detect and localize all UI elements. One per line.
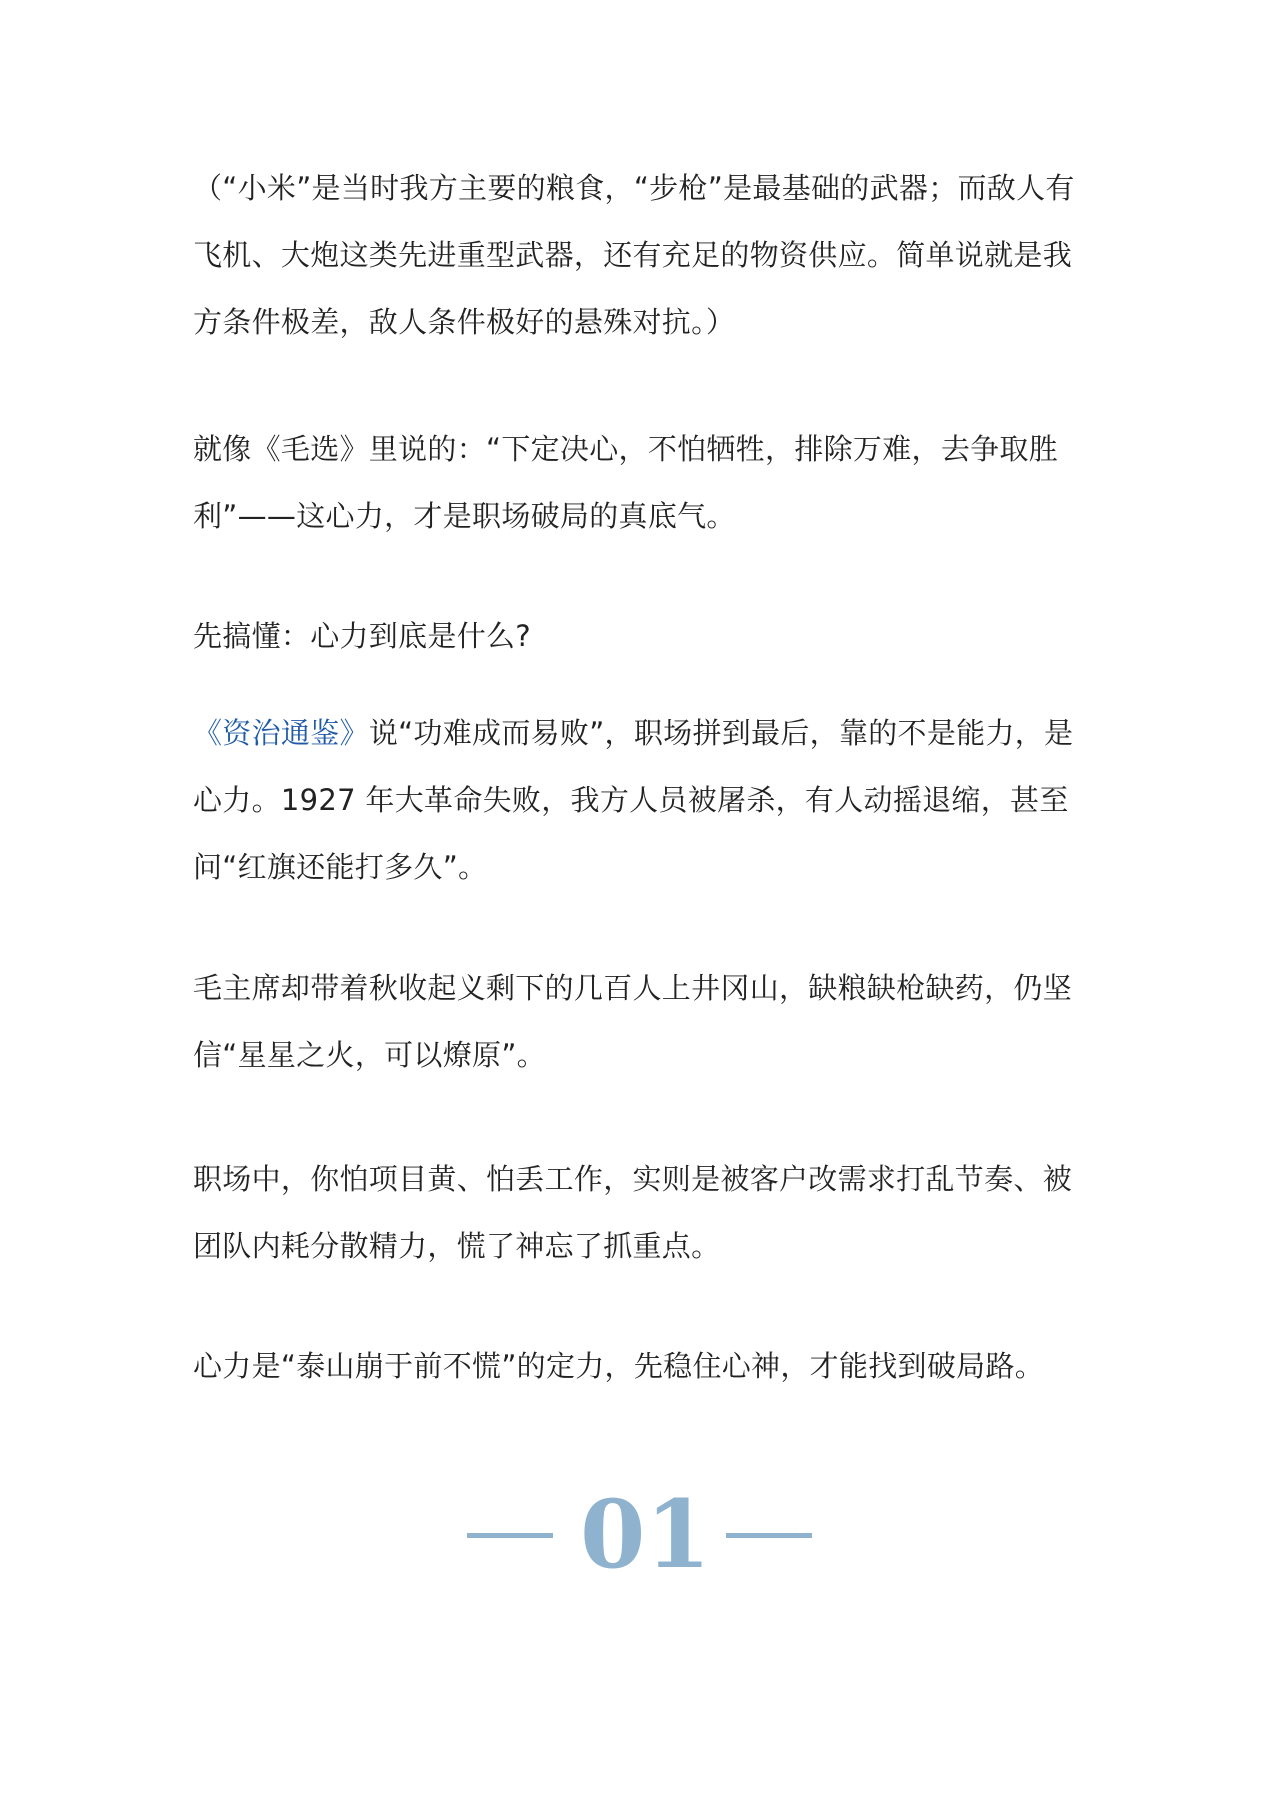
section-heading-question: 先搞懂：心力到底是什么?	[193, 619, 531, 653]
paragraph-jinggangshan: 毛主席却带着秋收起义剩下的几百人上井冈山，缺粮缺枪缺药，仍坚信“星星之火，可以燎原”。	[193, 971, 1073, 1072]
book-title-link[interactable]: 《资治通鉴》	[193, 716, 369, 750]
section-number: 01	[580, 1480, 711, 1590]
paragraph-composure: 心力是“泰山崩于前不慌”的定力，先稳住心神，才能找到破局路。	[193, 1349, 1045, 1383]
divider-line-left	[467, 1533, 553, 1538]
paragraph-weapons-note: （“小米”是当时我方主要的粮食，“步枪”是最基础的武器；而敌人有飞机、大炮这类先进重型武器，还有充足的物资供应。简单说就是我方条件极差，敌人条件极好的悬殊对抗。）	[193, 171, 1075, 339]
section-divider	[0, 1480, 1273, 1590]
divider-line-right	[726, 1533, 812, 1538]
paragraph-zizhi-text: 说“功难成而易败”，职场拼到最后，靠的不是能力，是心力。1927 年大革命失败，我方人员被屠杀，有人动摇退缩，甚至问“红旗还能打多久”。	[193, 716, 1074, 884]
paragraph-zizhi-tongjian	[193, 700, 1098, 901]
paragraph-workplace: 职场中，你怕项目黄、怕丢工作，实则是被客户改需求打乱节奏、被团队内耗分散精力，慌了神忘了抓重点。	[193, 1162, 1073, 1263]
paragraph-quote-mao: 就像《毛选》里说的：“下定决心，不怕牺牲，排除万难，去争取胜利”——这心力，才是职场破局的真底气。	[193, 432, 1059, 533]
